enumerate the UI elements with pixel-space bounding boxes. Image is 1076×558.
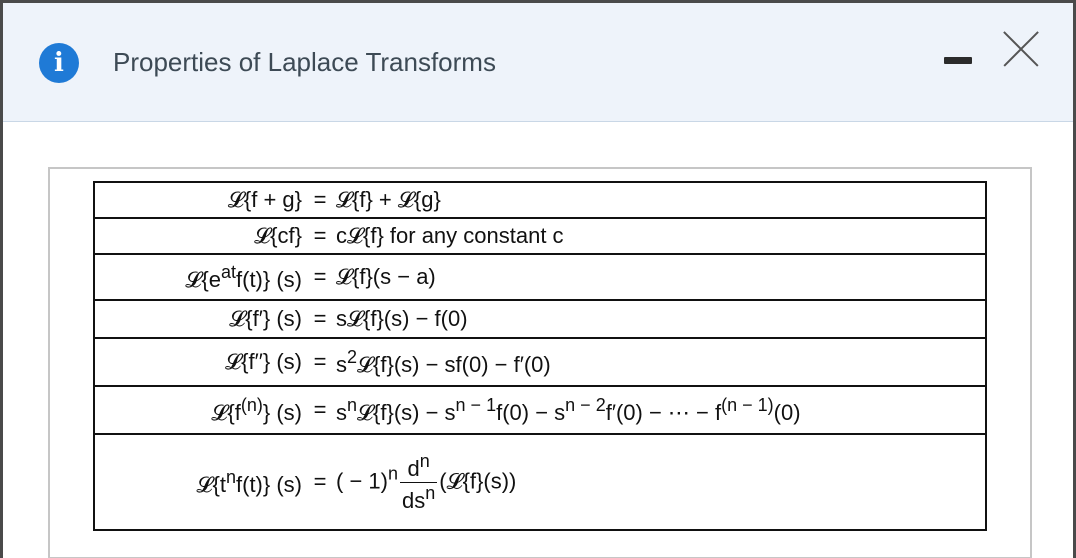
lhs-superscript: n bbox=[225, 466, 236, 487]
lhs-text: f(t)} (s) bbox=[236, 266, 302, 292]
rhs-superscript: n bbox=[387, 462, 398, 483]
table-row bbox=[94, 254, 986, 300]
dialog-title: Properties of Laplace Transforms bbox=[113, 47, 496, 77]
rhs-text: 𝓛{f}(s) − s bbox=[357, 399, 456, 425]
property-lhs bbox=[94, 386, 308, 434]
equals-sign: = bbox=[308, 218, 332, 254]
info-icon: i bbox=[39, 43, 79, 83]
property-rhs bbox=[332, 434, 986, 530]
denominator-superscript: n bbox=[425, 482, 436, 503]
property-rhs: c𝓛{f} for any constant c bbox=[332, 218, 986, 254]
property-rhs bbox=[332, 386, 986, 434]
rhs-superscript: (n − 1) bbox=[721, 394, 774, 415]
lhs-superscript: (n) bbox=[240, 394, 263, 415]
rhs-text: f(0) − s bbox=[496, 399, 566, 425]
rhs-text: ( − 1) bbox=[336, 467, 388, 493]
equals-sign: = bbox=[308, 386, 332, 434]
numerator-superscript: n bbox=[419, 450, 430, 471]
minimize-button[interactable] bbox=[944, 55, 972, 65]
table-row bbox=[94, 300, 986, 338]
laplace-properties-table bbox=[93, 181, 987, 531]
lhs-text: 𝓛{f bbox=[211, 399, 241, 425]
rhs-superscript: n − 2 bbox=[565, 394, 606, 415]
property-lhs: 𝓛{cf} bbox=[94, 218, 308, 254]
rhs-text: (𝓛{f}(s)) bbox=[439, 467, 517, 493]
property-lhs: 𝓛{f′′} (s) bbox=[94, 338, 308, 386]
table-row bbox=[94, 434, 986, 530]
dialog-header bbox=[3, 3, 1073, 122]
numerator-text: d bbox=[407, 455, 420, 481]
lhs-text: 𝓛{t bbox=[196, 471, 226, 497]
derivative-fraction bbox=[400, 451, 437, 514]
equals-sign: = bbox=[308, 254, 332, 300]
lhs-text: 𝓛{e bbox=[185, 266, 221, 292]
table-row bbox=[94, 182, 986, 218]
property-rhs: s𝓛{f}(s) − f(0) bbox=[332, 300, 986, 338]
property-lhs bbox=[94, 434, 308, 530]
equals-sign: = bbox=[308, 300, 332, 338]
close-icon[interactable] bbox=[1003, 31, 1039, 67]
rhs-text: s bbox=[336, 351, 347, 377]
property-rhs bbox=[332, 338, 986, 386]
equals-sign: = bbox=[308, 338, 332, 386]
table-row bbox=[94, 338, 986, 386]
equals-sign: = bbox=[308, 182, 332, 218]
rhs-superscript: n − 1 bbox=[455, 394, 497, 415]
fraction-denominator bbox=[400, 483, 437, 514]
rhs-superscript: 2 bbox=[347, 346, 358, 367]
minimize-icon bbox=[944, 57, 972, 64]
denominator-text: ds bbox=[401, 487, 426, 513]
equals-sign: = bbox=[308, 434, 332, 530]
table-row bbox=[94, 386, 986, 434]
property-lhs: 𝓛{f + g} bbox=[94, 182, 308, 218]
laplace-dialog bbox=[3, 3, 1073, 558]
rhs-superscript: n bbox=[347, 394, 358, 415]
property-rhs: 𝓛{f} + 𝓛{g} bbox=[332, 182, 986, 218]
lhs-text: f(t)} (s) bbox=[236, 471, 302, 497]
rhs-text: f′(0) − ⋯ − f bbox=[605, 399, 722, 425]
rhs-text: s bbox=[336, 399, 347, 425]
property-lhs bbox=[94, 254, 308, 300]
fraction-numerator bbox=[400, 451, 437, 483]
lhs-text: } (s) bbox=[262, 399, 302, 425]
property-lhs: 𝓛{f′} (s) bbox=[94, 300, 308, 338]
table-row bbox=[94, 218, 986, 254]
rhs-text: (0) bbox=[773, 399, 801, 425]
rhs-text: 𝓛{f}(s) − sf(0) − f′(0) bbox=[357, 351, 551, 377]
lhs-superscript: at bbox=[220, 261, 236, 282]
property-rhs: 𝓛{f}(s − a) bbox=[332, 254, 986, 300]
content-panel bbox=[48, 167, 1032, 558]
